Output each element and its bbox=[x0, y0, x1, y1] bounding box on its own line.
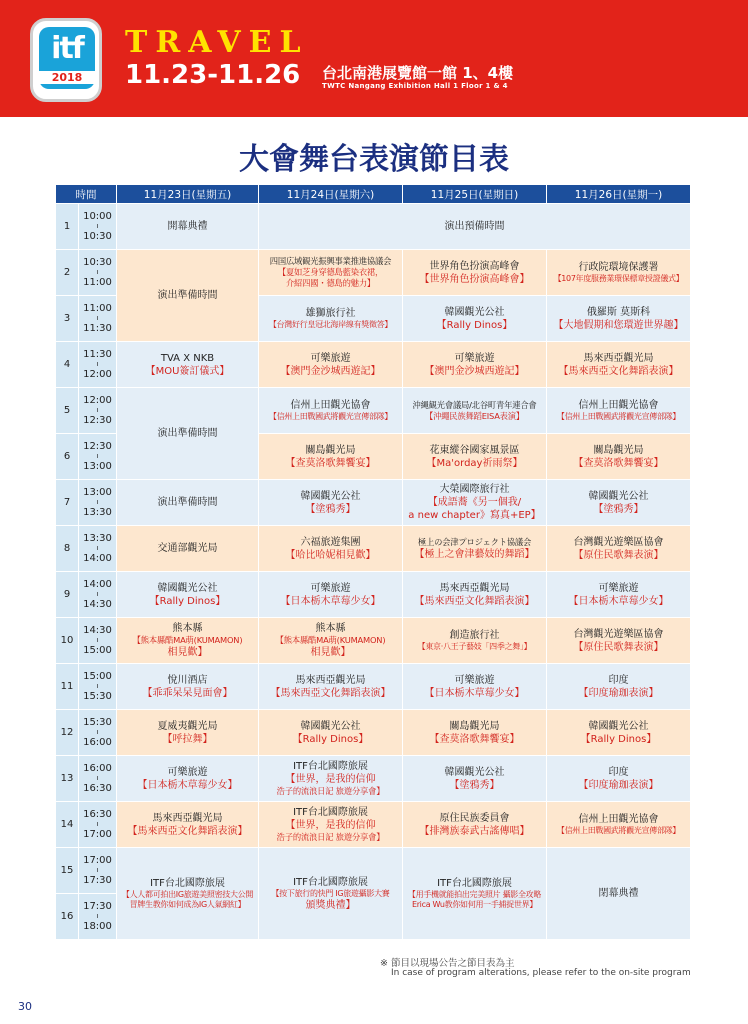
venue-chinese: 台北南港展覽館一館 1、4樓 bbox=[322, 64, 514, 82]
schedule-cell: ITF台北國際旅展 【用手機就能拍出完美照片 攝影全攻略 Erica Wu教你如何用一手捕捉世界】 bbox=[403, 848, 547, 940]
schedule-cell: 熊本縣 【熊本縣酷MA萌(KUMAMON) 相見歡】 bbox=[117, 618, 259, 664]
schedule-cell: ITF台北國際旅展 【人人都可拍出IG旅遊美照密技大公開 冒牌生教你如何成為IG人氣網紅】 bbox=[117, 848, 259, 940]
schedule-cell: 演出準備時間 bbox=[117, 480, 259, 526]
schedule-cell: 信州上田觀光協會 【信州上田戰國武將觀光宣傳部隊】 bbox=[547, 388, 691, 434]
row-number: 5 bbox=[56, 388, 79, 434]
schedule-cell: 韓國觀光公社 【Rally Dinos】 bbox=[259, 710, 403, 756]
schedule-cell: 悅川酒店 【乖乖呆呆見面會】 bbox=[117, 664, 259, 710]
table-row bbox=[56, 618, 691, 664]
time-slot: 13:00 ı 13:30 bbox=[79, 480, 117, 526]
schedule-cell: 可樂旅遊 【日本栃木草莓少女】 bbox=[547, 572, 691, 618]
schedule-cell: 大榮國際旅行社 【成語蕎《另一個我/ a new chapter》寫真+EP】 bbox=[403, 480, 547, 526]
time-slot: 15:00 ı 15:30 bbox=[79, 664, 117, 710]
schedule-cell: 馬來西亞觀光局 【馬來西亞文化舞蹈表演】 bbox=[403, 572, 547, 618]
time-slot: 16:00 ı 16:30 bbox=[79, 756, 117, 802]
schedule-cell: 韓國觀光公社 【塗鴉秀】 bbox=[259, 480, 403, 526]
schedule-cell: 六福旅遊集團 【哈比哈妮相見歡】 bbox=[259, 526, 403, 572]
schedule-cell: 關島觀光局 【查莫洛歌舞饗宴】 bbox=[259, 434, 403, 480]
table-row bbox=[56, 342, 691, 388]
note-chinese: ※ 節目以現場公告之節目表為主 bbox=[380, 958, 515, 969]
header-nov25: 11月25日(星期日) bbox=[403, 185, 547, 204]
table-row bbox=[56, 388, 691, 434]
time-slot: 12:00 ı 12:30 bbox=[79, 388, 117, 434]
row-number: 15 bbox=[56, 848, 79, 894]
page-number: 30 bbox=[18, 1000, 32, 1013]
schedule-cell: 演出準備時間 bbox=[117, 250, 259, 342]
table-row bbox=[56, 250, 691, 296]
schedule-cell: 韓國觀光公社 【塗鴉秀】 bbox=[547, 480, 691, 526]
schedule-cell: 開幕典禮 bbox=[117, 204, 259, 250]
schedule-cell: 韓國觀光公社 【Rally Dinos】 bbox=[547, 710, 691, 756]
schedule-cell: 可樂旅遊 【澳門金沙城西遊記】 bbox=[403, 342, 547, 388]
schedule-cell: 夏威夷觀光局 【呼拉舞】 bbox=[117, 710, 259, 756]
schedule-cell: 印度 【印度瑜珈表演】 bbox=[547, 664, 691, 710]
schedule-cell: 印度 【印度瑜珈表演】 bbox=[547, 756, 691, 802]
schedule-cell: 馬來西亞觀光局 【馬來西亞文化舞蹈表演】 bbox=[259, 664, 403, 710]
time-slot: 10:30 ı 11:00 bbox=[79, 250, 117, 296]
schedule-cell: 馬來西亞觀光局 【馬來西亞文化舞蹈表演】 bbox=[117, 802, 259, 848]
schedule-cell: 俄羅斯 莫斯科 【大地假期和您環遊世界趣】 bbox=[547, 296, 691, 342]
table-row bbox=[56, 526, 691, 572]
table-row bbox=[56, 204, 691, 250]
schedule-cell: 可樂旅遊 【日本栃木草莓少女】 bbox=[403, 664, 547, 710]
schedule-cell: 演出準備時間 bbox=[117, 388, 259, 480]
schedule-cell: 行政院環境保護署 【107年度服務業環保標章授證儀式】 bbox=[547, 250, 691, 296]
table-row bbox=[56, 480, 691, 526]
schedule-cell: 熊本縣 【熊本縣酷MA萌(KUMAMON) 相見歡】 bbox=[259, 618, 403, 664]
schedule-cell: 台灣觀光遊樂區協會 【原住民歌舞表演】 bbox=[547, 618, 691, 664]
table-row bbox=[56, 664, 691, 710]
schedule-cell: 關島觀光局 【查莫洛歌舞饗宴】 bbox=[403, 710, 547, 756]
time-slot: 14:30 ı 15:00 bbox=[79, 618, 117, 664]
schedule-cell: 信州上田觀光協會 【信州上田戰國武將觀光宣傳部隊】 bbox=[547, 802, 691, 848]
row-number: 9 bbox=[56, 572, 79, 618]
time-slot: 13:30 ı 14:00 bbox=[79, 526, 117, 572]
schedule-cell: ITF台北國際旅展 【世界，是我的信仰 浩子的流浪日記 旅遊分享會】 bbox=[259, 756, 403, 802]
logo-mark: itf bbox=[51, 31, 83, 66]
row-number: 4 bbox=[56, 342, 79, 388]
table-row bbox=[56, 756, 691, 802]
schedule-cell: 可樂旅遊 【日本栃木草莓少女】 bbox=[117, 756, 259, 802]
schedule-cell: 韓國觀光公社 【Rally Dinos】 bbox=[117, 572, 259, 618]
venue-english: TWTC Nangang Exhibition Hall 1 Floor 1 & 4 bbox=[322, 82, 508, 90]
schedule-cell: 韓國觀光公社 【塗鴉秀】 bbox=[403, 756, 547, 802]
note-english: In case of program alterations, please refer to the on-site program bbox=[391, 968, 691, 978]
row-number: 8 bbox=[56, 526, 79, 572]
logo-year: 2018 bbox=[39, 71, 95, 84]
time-slot: 12:30 ı 13:00 bbox=[79, 434, 117, 480]
itf-logo bbox=[30, 18, 102, 102]
row-number: 1 bbox=[56, 204, 79, 250]
schedule-cell: 創造旅行社 【東京‧八王子藝妓「四季之舞」】 bbox=[403, 618, 547, 664]
schedule-cell: 可樂旅遊 【澳門金沙城西遊記】 bbox=[259, 342, 403, 388]
row-number: 12 bbox=[56, 710, 79, 756]
header-time: 時間 bbox=[56, 185, 117, 204]
schedule-cell: 關島觀光局 【查莫洛歌舞饗宴】 bbox=[547, 434, 691, 480]
page-title: 大會舞台表演節目表 bbox=[239, 142, 509, 177]
table-row bbox=[56, 848, 691, 894]
schedule-cell: 閉幕典禮 bbox=[547, 848, 691, 940]
time-slot: 11:30 ı 12:00 bbox=[79, 342, 117, 388]
row-number: 10 bbox=[56, 618, 79, 664]
row-number: 11 bbox=[56, 664, 79, 710]
row-number: 3 bbox=[56, 296, 79, 342]
header-nov24: 11月24日(星期六) bbox=[259, 185, 403, 204]
schedule-cell: 原住民族委員會 【排灣族泰武古謠傳唱】 bbox=[403, 802, 547, 848]
table-row bbox=[56, 802, 691, 848]
time-slot: 17:30 ı 18:00 bbox=[79, 894, 117, 940]
row-number: 16 bbox=[56, 894, 79, 940]
header-nov26: 11月26日(星期一) bbox=[547, 185, 691, 204]
row-number: 7 bbox=[56, 480, 79, 526]
table-row bbox=[56, 572, 691, 618]
row-number: 6 bbox=[56, 434, 79, 480]
time-slot: 10:00 ı 10:30 bbox=[79, 204, 117, 250]
schedule-cell: 世界角色扮演高峰會 【世界角色扮演高峰會】 bbox=[403, 250, 547, 296]
row-number: 14 bbox=[56, 802, 79, 848]
schedule-cell: 信州上田觀光協會 【信州上田戰國武將觀光宣傳部隊】 bbox=[259, 388, 403, 434]
time-slot: 17:00 ı 17:30 bbox=[79, 848, 117, 894]
table-header-row bbox=[56, 185, 691, 204]
header-banner bbox=[0, 0, 748, 117]
schedule-cell: ITF台北國際旅展 【世界，是我的信仰 浩子的流浪日記 旅遊分享會】 bbox=[259, 802, 403, 848]
schedule-cell: 韓國觀光公社 【Rally Dinos】 bbox=[403, 296, 547, 342]
schedule-cell: 沖縄観光會議局/北谷町青年連合會 【沖繩民族舞蹈EISA表演】 bbox=[403, 388, 547, 434]
time-slot: 14:00 ı 14:30 bbox=[79, 572, 117, 618]
schedule-cell: 台灣觀光遊樂區協會 【原住民歌舞表演】 bbox=[547, 526, 691, 572]
schedule-cell: 極上の会津プロジェクト協議会 【極上之會津藝妓的舞蹈】 bbox=[403, 526, 547, 572]
schedule-cell: TVA X NKB 【MOU簽訂儀式】 bbox=[117, 342, 259, 388]
schedule-cell: 可樂旅遊 【日本栃木草莓少女】 bbox=[259, 572, 403, 618]
event-dates: 11.23-11.26 bbox=[125, 60, 301, 90]
schedule-cell: 雄獅旅行社 【台灣好行皇冠北海岸線有獎徵答】 bbox=[259, 296, 403, 342]
schedule-cell: 交通部觀光局 bbox=[117, 526, 259, 572]
header-nov23: 11月23日(星期五) bbox=[117, 185, 259, 204]
row-number: 2 bbox=[56, 250, 79, 296]
row-number: 13 bbox=[56, 756, 79, 802]
travel-wordmark: TRAVEL bbox=[125, 25, 309, 60]
time-slot: 15:30 ı 16:00 bbox=[79, 710, 117, 756]
time-slot: 11:00 ı 11:30 bbox=[79, 296, 117, 342]
stage-schedule-table bbox=[55, 184, 691, 940]
schedule-cell: 四国広域観光振興事業推進協議会 【夏如芝身穿德島藍染衣裙， 介紹四國・德島的魅力】 bbox=[259, 250, 403, 296]
schedule-cell: 花東縱谷國家風景區 【Ma'orday祈雨祭】 bbox=[403, 434, 547, 480]
table-row bbox=[56, 710, 691, 756]
schedule-cell: ITF台北國際旅展 【按下旅行的快門 IG旅遊攝影大賽 頒獎典禮】 bbox=[259, 848, 403, 940]
schedule-cell: 演出預備時間 bbox=[259, 204, 691, 250]
time-slot: 16:30 ı 17:00 bbox=[79, 802, 117, 848]
schedule-cell: 馬來西亞觀光局 【馬來西亞文化舞蹈表演】 bbox=[547, 342, 691, 388]
